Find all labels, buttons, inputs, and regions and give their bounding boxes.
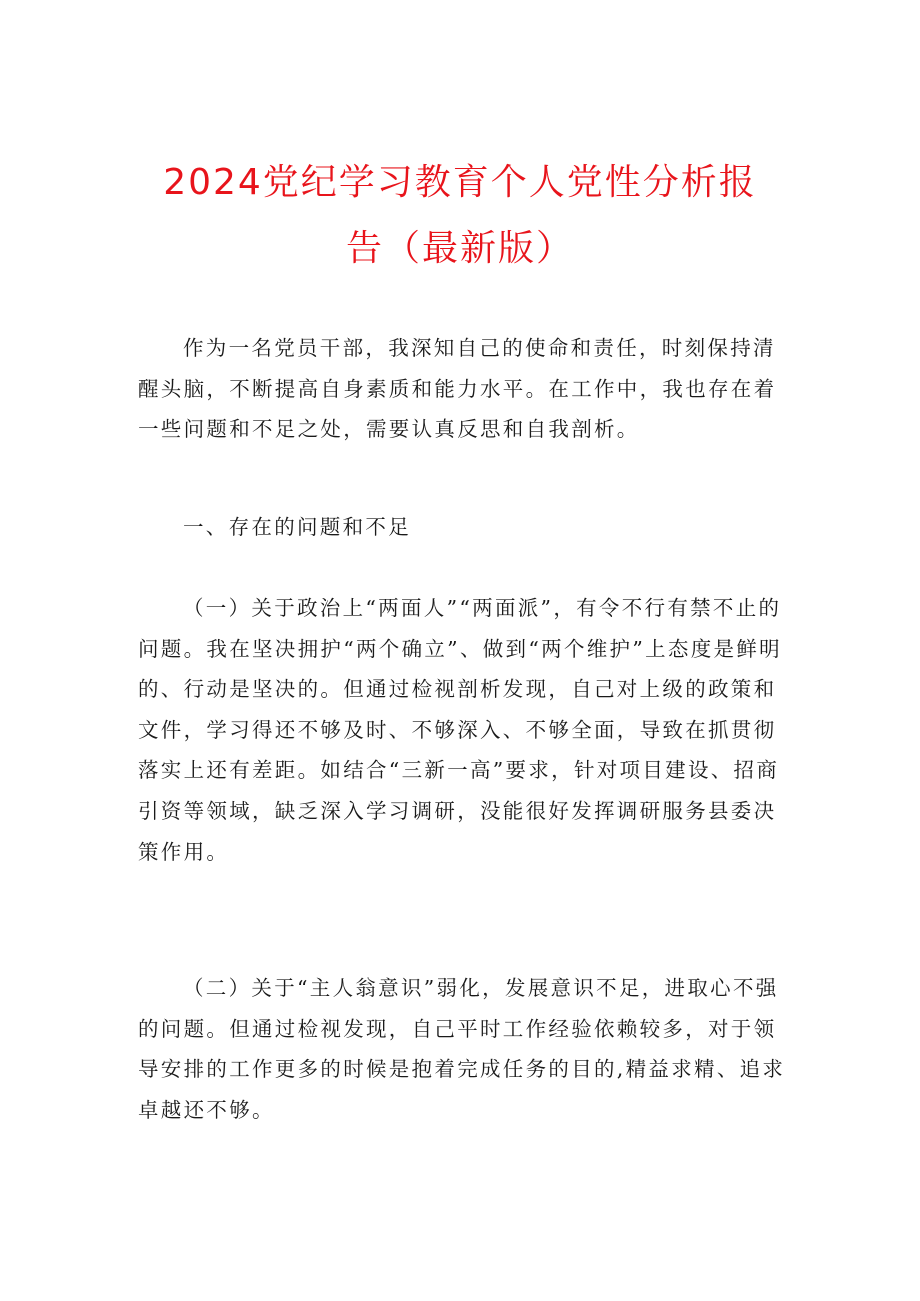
document-title-line-2: 告（最新版） (345, 228, 574, 269)
intro-paragraph: 作为一名党员干部，我深知自己的使命和责任，时刻保持清醒头脑，不断提高自身素质和能力水平。在工作中，我也存在着一些问题和不足之处，需要认真反思和自我剖析。 (138, 336, 777, 442)
document-title-line-1: 2024党纪学习教育个人党性分析报 (163, 162, 757, 203)
problem-item-2: （二）关于“主人翁意识”弱化，发展意识不足，进取心不强的问题。但通过检视发现，自己平时工作经验依赖较多，对于领导安排的工作更多的时候是抱着完成任务的目的,精益求精、追求卓越还不够。 (138, 976, 786, 1122)
section-heading-problems: 一、存在的问题和不足 (183, 515, 411, 539)
problem-item-1: （一）关于政治上“两面人”“两面派”，有令不行有禁不止的问题。我在坚决拥护“两个确立”、做到“两个维护”上态度是鲜明的、行动是坚决的。但通过检视剖析发现，自己对上级的政策和文件，学习得还不够及时、不够深入、不够全面，导致在抓贯彻落实上还有差距。如结合“三新一高”要求，针对项目建设、招商引资等领域，缺乏深入学习调研，没能很好发挥调研服务县委决策作用。 (138, 596, 782, 864)
document-title (120, 150, 800, 282)
